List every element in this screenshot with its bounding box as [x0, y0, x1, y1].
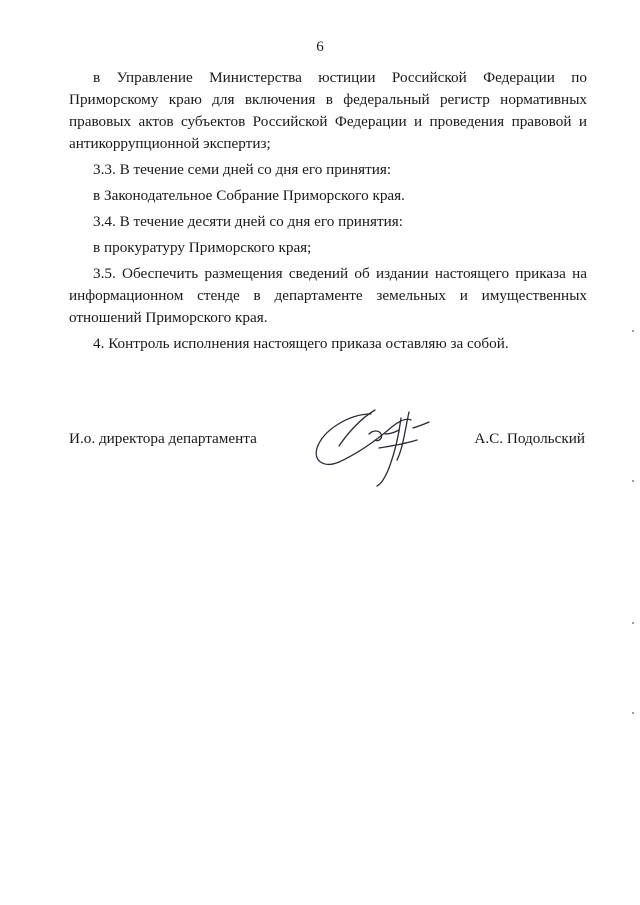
scan-speck [632, 330, 634, 332]
scan-speck [632, 622, 634, 624]
page-number: 6 [316, 39, 324, 55]
signatory-role: И.о. директора департамента [69, 430, 257, 447]
paragraph-3-4: 3.4. В течение десяти дней со дня его принятия: [93, 213, 404, 230]
paragraph-3-3: 3.3. В течение семи дней со дня его принятия: [93, 161, 392, 178]
signatory-name: А.С. Подольский [474, 430, 585, 447]
paragraph-3-5: 3.5. Обеспечить размещения сведений об издании настоящего приказа на информационном стенде в департаменте земельных и имущественных отношений Приморского края. [69, 265, 587, 326]
paragraph-ministry-justice: в Управление Министерства юстиции Российской Федерации по Приморскому краю для включения в федеральный регистр нормативных правовых актов субъектов Российской Федерации и проведения правовой и антикоррупционной экспертиз; [69, 69, 587, 152]
document-body [69, 67, 587, 359]
scan-speck [632, 712, 634, 714]
signature-block [69, 400, 587, 495]
handwritten-signature [309, 400, 439, 492]
paragraph-legislative-assembly: в Законодательное Собрание Приморского края. [93, 187, 405, 204]
paragraph-prosecutor: в прокуратуру Приморского края; [93, 239, 312, 256]
paragraph-4-control: 4. Контроль исполнения настоящего приказа оставляю за собой. [93, 335, 509, 352]
scan-speck [632, 480, 634, 482]
